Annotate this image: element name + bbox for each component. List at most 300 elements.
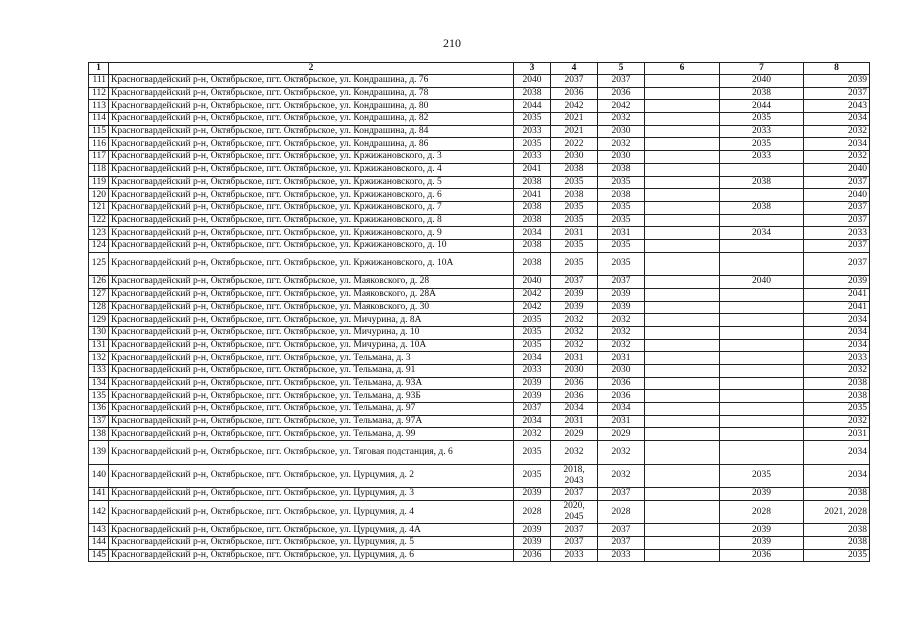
col5-cell: 2037 xyxy=(598,75,645,88)
address-cell: Красногвардейский р-н, Октябрьское, пгт. Октябрьское, ул. Тельмана, д. 97 xyxy=(109,403,514,416)
col3-cell: 2038 xyxy=(514,214,551,227)
col7-cell xyxy=(720,163,804,176)
col8-cell: 2033 xyxy=(804,227,870,240)
col3-cell: 2035 xyxy=(514,326,551,339)
address-cell: Красногвардейский р-н, Октябрьское, пгт. Октябрьское, ул. Кондрашина, д. 76 xyxy=(109,75,514,88)
col6-cell xyxy=(645,276,720,289)
table-row xyxy=(89,176,870,189)
col4-cell: 2036 xyxy=(551,87,598,100)
col3-cell: 2033 xyxy=(514,364,551,377)
col6-cell xyxy=(645,214,720,227)
row-number: 123 xyxy=(89,227,109,240)
address-cell: Красногвардейский р-н, Октябрьское, пгт. Октябрьское, ул. Цурцумия, д. 6 xyxy=(109,549,514,562)
table-row xyxy=(89,113,870,126)
row-number: 114 xyxy=(89,113,109,126)
address-cell: Красногвардейский р-н, Октябрьское, пгт. Октябрьское, ул. Тельмана, д. 3 xyxy=(109,352,514,365)
col8-cell: 2033 xyxy=(804,352,870,365)
col3-cell: 2038 xyxy=(514,176,551,189)
col4-cell: 2037 xyxy=(551,524,598,537)
col7-cell: 2033 xyxy=(720,125,804,138)
col6-cell xyxy=(645,500,720,524)
col8-cell: 2037 xyxy=(804,201,870,214)
col7-cell: 2035 xyxy=(720,138,804,151)
col4-cell: 2035 xyxy=(551,252,598,276)
table-row xyxy=(89,100,870,113)
col5-cell: 2032 xyxy=(598,339,645,352)
col5-cell: 2037 xyxy=(598,536,645,549)
table-row xyxy=(89,326,870,339)
table-row xyxy=(89,189,870,202)
col8-cell: 2041 xyxy=(804,301,870,314)
col3-cell: 2036 xyxy=(514,549,551,562)
col3-cell: 2035 xyxy=(514,314,551,327)
table-row xyxy=(89,339,870,352)
col7-cell xyxy=(720,352,804,365)
col8-cell: 2038 xyxy=(804,488,870,501)
address-cell: Красногвардейский р-н, Октябрьское, пгт. Октябрьское, ул. Тельмана, д. 97А xyxy=(109,415,514,428)
column-header-6: 6 xyxy=(645,63,720,75)
col5-cell: 2032 xyxy=(598,326,645,339)
col6-cell xyxy=(645,314,720,327)
col7-cell xyxy=(720,189,804,202)
address-cell: Красногвардейский р-н, Октябрьское, пгт. Октябрьское, ул. Кондрашина, д. 82 xyxy=(109,113,514,126)
col3-cell: 2028 xyxy=(514,500,551,524)
col6-cell xyxy=(645,138,720,151)
col4-cell: 2032 xyxy=(551,326,598,339)
table-row xyxy=(89,500,870,524)
col8-cell: 2040 xyxy=(804,163,870,176)
col6-cell xyxy=(645,390,720,403)
col5-cell: 2037 xyxy=(598,524,645,537)
table-row xyxy=(89,524,870,537)
column-header-3: 3 xyxy=(514,63,551,75)
col6-cell xyxy=(645,441,720,465)
col8-cell: 2038 xyxy=(804,377,870,390)
address-cell: Красногвардейский р-н, Октябрьское, пгт. Октябрьское, ул. Мичурина, д. 10А xyxy=(109,339,514,352)
col7-cell: 2033 xyxy=(720,151,804,164)
table-row xyxy=(89,252,870,276)
col5-cell: 2035 xyxy=(598,176,645,189)
table-row xyxy=(89,151,870,164)
col8-cell: 2037 xyxy=(804,176,870,189)
col3-cell: 2040 xyxy=(514,276,551,289)
col7-cell: 2038 xyxy=(720,201,804,214)
row-number: 124 xyxy=(89,239,109,252)
col6-cell xyxy=(645,75,720,88)
col3-cell: 2038 xyxy=(514,87,551,100)
col8-cell: 2034 xyxy=(804,113,870,126)
col6-cell xyxy=(645,87,720,100)
col6-cell xyxy=(645,464,720,488)
col5-cell: 2037 xyxy=(598,276,645,289)
col4-cell: 2031 xyxy=(551,415,598,428)
row-number: 142 xyxy=(89,500,109,524)
row-number: 121 xyxy=(89,201,109,214)
col6-cell xyxy=(645,488,720,501)
col3-cell: 2041 xyxy=(514,163,551,176)
col3-cell: 2033 xyxy=(514,151,551,164)
col7-cell xyxy=(720,415,804,428)
col8-cell: 2034 xyxy=(804,326,870,339)
col4-cell: 2018, 2043 xyxy=(551,464,598,488)
address-cell: Красногвардейский р-н, Октябрьское, пгт. Октябрьское, ул. Маяковского, д. 28А xyxy=(109,288,514,301)
col3-cell: 2037 xyxy=(514,403,551,416)
col3-cell: 2039 xyxy=(514,536,551,549)
col5-cell: 2031 xyxy=(598,227,645,240)
register-table xyxy=(88,62,870,562)
col3-cell: 2034 xyxy=(514,227,551,240)
col8-cell: 2034 xyxy=(804,138,870,151)
col8-cell: 2037 xyxy=(804,252,870,276)
col8-cell: 2021, 2028 xyxy=(804,500,870,524)
col3-cell: 2042 xyxy=(514,288,551,301)
row-number: 144 xyxy=(89,536,109,549)
col5-cell: 2032 xyxy=(598,138,645,151)
col7-cell xyxy=(720,288,804,301)
table-row xyxy=(89,301,870,314)
col8-cell: 2034 xyxy=(804,441,870,465)
row-number: 140 xyxy=(89,464,109,488)
row-number: 118 xyxy=(89,163,109,176)
col4-cell: 2035 xyxy=(551,176,598,189)
col3-cell: 2041 xyxy=(514,189,551,202)
address-cell: Красногвардейский р-н, Октябрьское, пгт. Октябрьское, ул. Кондрашина, д. 86 xyxy=(109,138,514,151)
col7-cell: 2028 xyxy=(720,500,804,524)
col5-cell: 2030 xyxy=(598,364,645,377)
col8-cell: 2041 xyxy=(804,288,870,301)
col3-cell: 2035 xyxy=(514,339,551,352)
col5-cell: 2032 xyxy=(598,113,645,126)
table-row xyxy=(89,75,870,88)
row-number: 143 xyxy=(89,524,109,537)
address-cell: Красногвардейский р-н, Октябрьское, пгт. Октябрьское, ул. Кржижановского, д. 4 xyxy=(109,163,514,176)
col4-cell: 2037 xyxy=(551,536,598,549)
col8-cell: 2034 xyxy=(804,464,870,488)
address-cell: Красногвардейский р-н, Октябрьское, пгт. Октябрьское, ул. Тельмана, д. 91 xyxy=(109,364,514,377)
table-row xyxy=(89,138,870,151)
header-row xyxy=(89,63,870,75)
address-cell: Красногвардейский р-н, Октябрьское, пгт. Октябрьское, ул. Кржижановского, д. 5 xyxy=(109,176,514,189)
row-number: 112 xyxy=(89,87,109,100)
col4-cell: 2020, 2045 xyxy=(551,500,598,524)
col8-cell: 2032 xyxy=(804,125,870,138)
col3-cell: 2032 xyxy=(514,428,551,441)
col7-cell xyxy=(720,390,804,403)
col4-cell: 2029 xyxy=(551,428,598,441)
address-cell: Красногвардейский р-н, Октябрьское, пгт. Октябрьское, ул. Цурцумия, д. 4А xyxy=(109,524,514,537)
col7-cell xyxy=(720,301,804,314)
col5-cell: 2042 xyxy=(598,100,645,113)
table-row xyxy=(89,276,870,289)
row-number: 127 xyxy=(89,288,109,301)
col6-cell xyxy=(645,364,720,377)
col5-cell: 2031 xyxy=(598,352,645,365)
col4-cell: 2033 xyxy=(551,549,598,562)
col3-cell: 2033 xyxy=(514,125,551,138)
col6-cell xyxy=(645,403,720,416)
col5-cell: 2030 xyxy=(598,151,645,164)
col6-cell xyxy=(645,536,720,549)
row-number: 120 xyxy=(89,189,109,202)
column-header-2: 2 xyxy=(109,63,514,75)
col4-cell: 2030 xyxy=(551,364,598,377)
column-header-8: 8 xyxy=(804,63,870,75)
row-number: 135 xyxy=(89,390,109,403)
col6-cell xyxy=(645,339,720,352)
address-cell: Красногвардейский р-н, Октябрьское, пгт. Октябрьское, ул. Мичурина, д. 10 xyxy=(109,326,514,339)
col5-cell: 2037 xyxy=(598,488,645,501)
column-header-7: 7 xyxy=(720,63,804,75)
col5-cell: 2036 xyxy=(598,377,645,390)
col4-cell: 2022 xyxy=(551,138,598,151)
col3-cell: 2035 xyxy=(514,138,551,151)
address-cell: Красногвардейский р-н, Октябрьское, пгт. Октябрьское, ул. Мичурина, д. 8А xyxy=(109,314,514,327)
row-number: 117 xyxy=(89,151,109,164)
col8-cell: 2043 xyxy=(804,100,870,113)
col7-cell xyxy=(720,377,804,390)
col3-cell: 2038 xyxy=(514,239,551,252)
col5-cell: 2030 xyxy=(598,125,645,138)
address-cell: Красногвардейский р-н, Октябрьское, пгт. Октябрьское, ул. Кржижановского, д. 8 xyxy=(109,214,514,227)
col4-cell: 2030 xyxy=(551,151,598,164)
address-cell: Красногвардейский р-н, Октябрьское, пгт. Октябрьское, ул. Кржижановского, д. 3 xyxy=(109,151,514,164)
col8-cell: 2037 xyxy=(804,214,870,227)
col4-cell: 2037 xyxy=(551,276,598,289)
col7-cell: 2035 xyxy=(720,464,804,488)
column-header-5: 5 xyxy=(598,63,645,75)
col3-cell: 2039 xyxy=(514,390,551,403)
address-cell: Красногвардейский р-н, Октябрьское, пгт. Октябрьское, ул. Кржижановского, д. 9 xyxy=(109,227,514,240)
col4-cell: 2031 xyxy=(551,227,598,240)
col4-cell: 2039 xyxy=(551,301,598,314)
col5-cell: 2028 xyxy=(598,500,645,524)
table-row xyxy=(89,488,870,501)
table-row xyxy=(89,464,870,488)
col4-cell: 2032 xyxy=(551,441,598,465)
col4-cell: 2021 xyxy=(551,113,598,126)
row-number: 137 xyxy=(89,415,109,428)
address-cell: Красногвардейский р-н, Октябрьское, пгт. Октябрьское, ул. Кржижановского, д. 6 xyxy=(109,189,514,202)
row-number: 141 xyxy=(89,488,109,501)
row-number: 131 xyxy=(89,339,109,352)
col6-cell xyxy=(645,524,720,537)
address-cell: Красногвардейский р-н, Октябрьское, пгт. Октябрьское, ул. Цурцумия, д. 4 xyxy=(109,500,514,524)
col5-cell: 2032 xyxy=(598,441,645,465)
col3-cell: 2039 xyxy=(514,377,551,390)
col4-cell: 2035 xyxy=(551,201,598,214)
col8-cell: 2040 xyxy=(804,189,870,202)
table-row xyxy=(89,288,870,301)
col7-cell xyxy=(720,239,804,252)
address-cell: Красногвардейский р-н, Октябрьское, пгт. Октябрьское, ул. Маяковского, д. 30 xyxy=(109,301,514,314)
col7-cell: 2036 xyxy=(720,549,804,562)
col6-cell xyxy=(645,201,720,214)
col6-cell xyxy=(645,227,720,240)
col7-cell xyxy=(720,214,804,227)
col3-cell: 2039 xyxy=(514,524,551,537)
col7-cell: 2038 xyxy=(720,87,804,100)
address-cell: Красногвардейский р-н, Октябрьское, пгт. Октябрьское, ул. Кондрашина, д. 78 xyxy=(109,87,514,100)
col3-cell: 2034 xyxy=(514,352,551,365)
table-row xyxy=(89,415,870,428)
col6-cell xyxy=(645,415,720,428)
table-row xyxy=(89,163,870,176)
table-row xyxy=(89,428,870,441)
address-cell: Красногвардейский р-н, Октябрьское, пгт. Октябрьское, ул. Кондрашина, д. 84 xyxy=(109,125,514,138)
col4-cell: 2032 xyxy=(551,339,598,352)
col3-cell: 2034 xyxy=(514,415,551,428)
col4-cell: 2032 xyxy=(551,314,598,327)
table-row xyxy=(89,214,870,227)
column-header-1: 1 xyxy=(89,63,109,75)
row-number: 145 xyxy=(89,549,109,562)
col7-cell: 2034 xyxy=(720,227,804,240)
table-row xyxy=(89,239,870,252)
col3-cell: 2035 xyxy=(514,441,551,465)
col8-cell: 2032 xyxy=(804,151,870,164)
row-number: 116 xyxy=(89,138,109,151)
col7-cell xyxy=(720,252,804,276)
col4-cell: 2038 xyxy=(551,189,598,202)
page-number: 210 xyxy=(443,36,461,50)
col8-cell: 2035 xyxy=(804,403,870,416)
address-cell: Красногвардейский р-н, Октябрьское, пгт. Октябрьское, ул. Кондрашина, д. 80 xyxy=(109,100,514,113)
col5-cell: 2032 xyxy=(598,314,645,327)
col5-cell: 2035 xyxy=(598,239,645,252)
row-number: 129 xyxy=(89,314,109,327)
col4-cell: 2038 xyxy=(551,163,598,176)
row-number: 111 xyxy=(89,75,109,88)
row-number: 134 xyxy=(89,377,109,390)
address-cell: Красногвардейский р-н, Октябрьское, пгт. Октябрьское, ул. Цурцумия, д. 2 xyxy=(109,464,514,488)
address-cell: Красногвардейский р-н, Октябрьское, пгт. Октябрьское, ул. Кржижановского, д. 7 xyxy=(109,201,514,214)
col5-cell: 2033 xyxy=(598,549,645,562)
address-cell: Красногвардейский р-н, Октябрьское, пгт. Октябрьское, ул. Тельмана, д. 93А xyxy=(109,377,514,390)
col5-cell: 2035 xyxy=(598,252,645,276)
col7-cell xyxy=(720,314,804,327)
col7-cell xyxy=(720,428,804,441)
row-number: 136 xyxy=(89,403,109,416)
col8-cell: 2034 xyxy=(804,314,870,327)
col4-cell: 2037 xyxy=(551,75,598,88)
table-row xyxy=(89,536,870,549)
col8-cell: 2039 xyxy=(804,75,870,88)
col6-cell xyxy=(645,352,720,365)
address-cell: Красногвардейский р-н, Октябрьское, пгт. Октябрьское, ул. Цурцумия, д. 3 xyxy=(109,488,514,501)
col4-cell: 2031 xyxy=(551,352,598,365)
col8-cell: 2035 xyxy=(804,549,870,562)
col5-cell: 2035 xyxy=(598,201,645,214)
row-number: 132 xyxy=(89,352,109,365)
col6-cell xyxy=(645,288,720,301)
table-row xyxy=(89,87,870,100)
address-cell: Красногвардейский р-н, Октябрьское, пгт. Октябрьское, ул. Кржижановского, д. 10 xyxy=(109,239,514,252)
col7-cell xyxy=(720,339,804,352)
address-cell: Красногвардейский р-н, Октябрьское, пгт. Октябрьское, ул. Кржижановского, д. 10А xyxy=(109,252,514,276)
col6-cell xyxy=(645,549,720,562)
table-row xyxy=(89,403,870,416)
row-number: 133 xyxy=(89,364,109,377)
col5-cell: 2034 xyxy=(598,403,645,416)
col8-cell: 2038 xyxy=(804,390,870,403)
col6-cell xyxy=(645,301,720,314)
col5-cell: 2035 xyxy=(598,214,645,227)
col4-cell: 2036 xyxy=(551,390,598,403)
col4-cell: 2021 xyxy=(551,125,598,138)
col5-cell: 2029 xyxy=(598,428,645,441)
col7-cell: 2038 xyxy=(720,176,804,189)
table-row xyxy=(89,227,870,240)
col7-cell: 2040 xyxy=(720,276,804,289)
col3-cell: 2042 xyxy=(514,301,551,314)
col6-cell xyxy=(645,163,720,176)
col7-cell xyxy=(720,326,804,339)
table-row xyxy=(89,549,870,562)
col8-cell: 2032 xyxy=(804,415,870,428)
column-header-4: 4 xyxy=(551,63,598,75)
col8-cell: 2032 xyxy=(804,364,870,377)
col6-cell xyxy=(645,176,720,189)
row-number: 138 xyxy=(89,428,109,441)
col7-cell: 2044 xyxy=(720,100,804,113)
col5-cell: 2032 xyxy=(598,464,645,488)
col6-cell xyxy=(645,189,720,202)
col7-cell: 2039 xyxy=(720,524,804,537)
col6-cell xyxy=(645,151,720,164)
table-row xyxy=(89,390,870,403)
address-cell: Красногвардейский р-н, Октябрьское, пгт. Октябрьское, ул. Цурцумия, д. 5 xyxy=(109,536,514,549)
col7-cell: 2040 xyxy=(720,75,804,88)
col3-cell: 2039 xyxy=(514,488,551,501)
col6-cell xyxy=(645,100,720,113)
col4-cell: 2035 xyxy=(551,214,598,227)
col8-cell: 2039 xyxy=(804,276,870,289)
col3-cell: 2044 xyxy=(514,100,551,113)
row-number: 122 xyxy=(89,214,109,227)
col7-cell: 2039 xyxy=(720,488,804,501)
row-number: 115 xyxy=(89,125,109,138)
table-row xyxy=(89,314,870,327)
col6-cell xyxy=(645,428,720,441)
col3-cell: 2035 xyxy=(514,113,551,126)
col3-cell: 2038 xyxy=(514,201,551,214)
table-row xyxy=(89,441,870,465)
row-number: 126 xyxy=(89,276,109,289)
col4-cell: 2039 xyxy=(551,288,598,301)
col7-cell xyxy=(720,364,804,377)
col5-cell: 2038 xyxy=(598,163,645,176)
col3-cell: 2038 xyxy=(514,252,551,276)
row-number: 125 xyxy=(89,252,109,276)
col8-cell: 2034 xyxy=(804,339,870,352)
col7-cell: 2039 xyxy=(720,536,804,549)
row-number: 130 xyxy=(89,326,109,339)
col4-cell: 2035 xyxy=(551,239,598,252)
col8-cell: 2031 xyxy=(804,428,870,441)
col4-cell: 2042 xyxy=(551,100,598,113)
col3-cell: 2040 xyxy=(514,75,551,88)
address-cell: Красногвардейский р-н, Октябрьское, пгт. Октябрьское, ул. Тельмана, д. 99 xyxy=(109,428,514,441)
col8-cell: 2038 xyxy=(804,524,870,537)
row-number: 113 xyxy=(89,100,109,113)
address-cell: Красногвардейский р-н, Октябрьское, пгт. Октябрьское, ул. Тяговая подстанция, д. 6 xyxy=(109,441,514,465)
col4-cell: 2037 xyxy=(551,488,598,501)
col5-cell: 2036 xyxy=(598,87,645,100)
row-number: 119 xyxy=(89,176,109,189)
col4-cell: 2034 xyxy=(551,403,598,416)
col3-cell: 2035 xyxy=(514,464,551,488)
table-row xyxy=(89,364,870,377)
